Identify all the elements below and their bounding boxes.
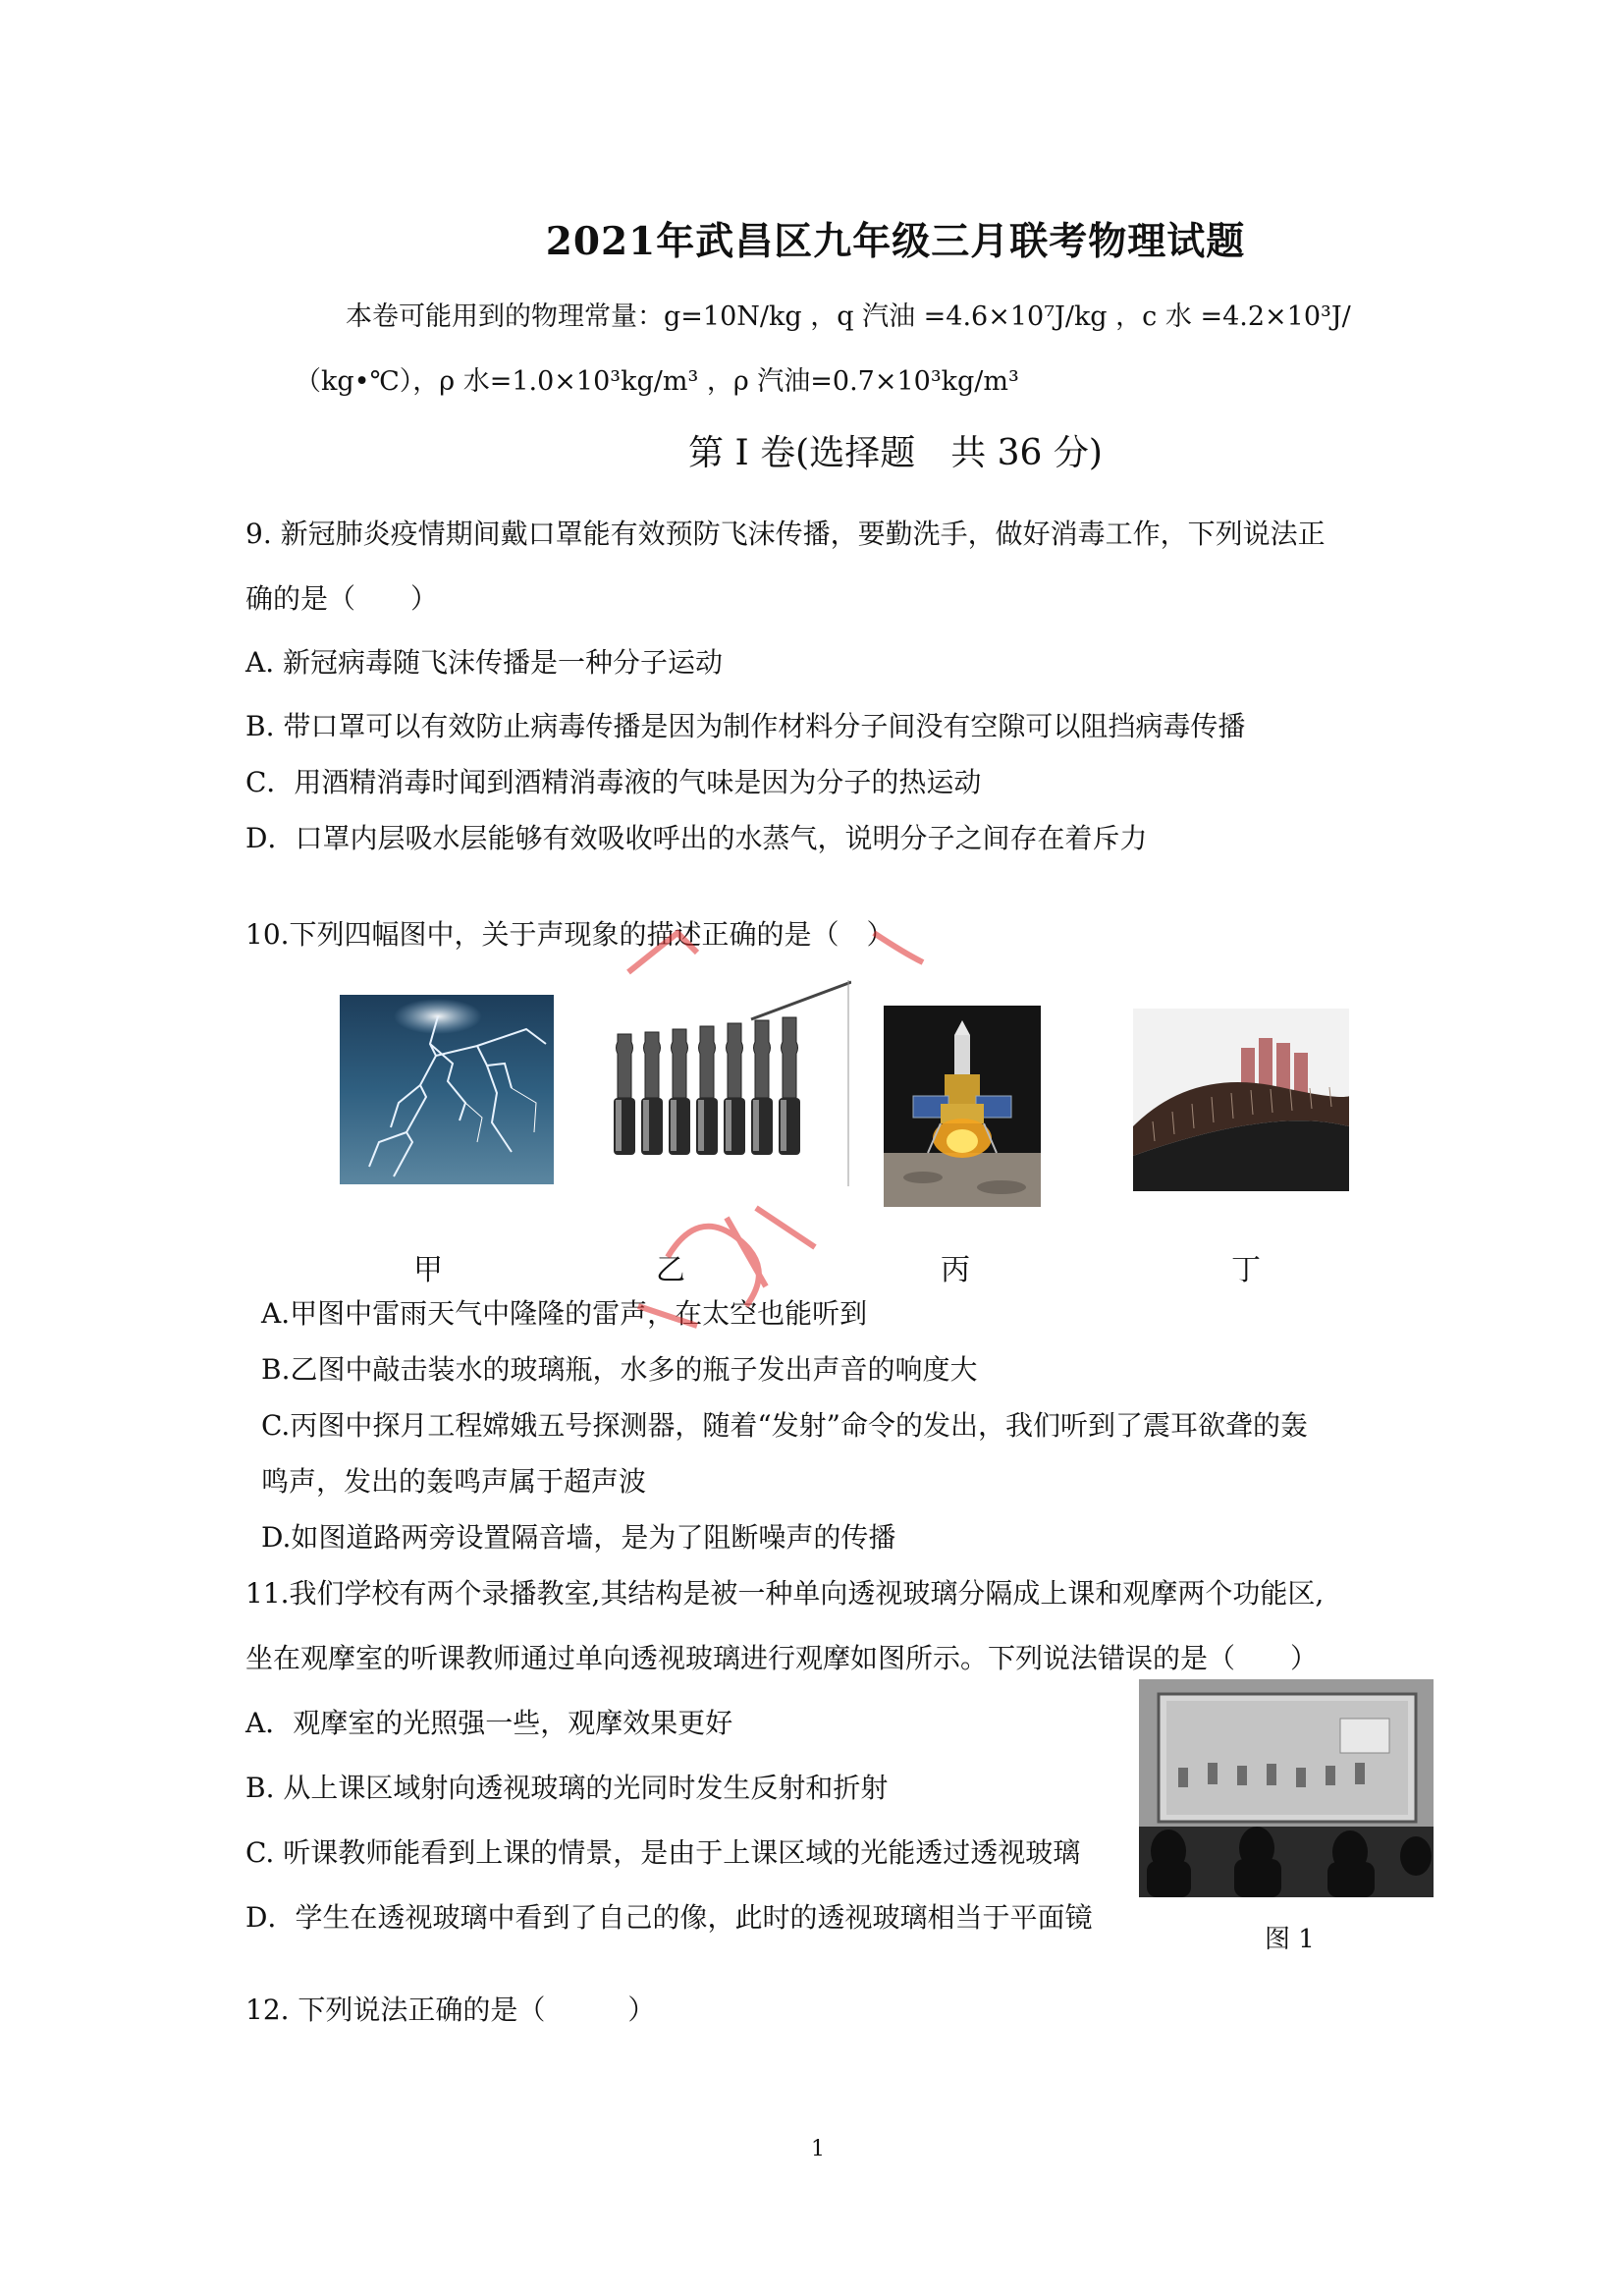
- q9-option-a: A. 新冠病毒随飞沫传播是一种分子运动: [245, 646, 724, 679]
- q9-option-c: C．用酒精消毒时闻到酒精消毒液的气味是因为分子的热运动: [245, 766, 982, 798]
- observation-room-image: [1139, 1679, 1434, 1897]
- q9-option-b: B. 带口罩可以有效防止病毒传播是因为制作材料分子间没有空隙可以阻挡病毒传播: [245, 710, 1246, 742]
- q10-option-a: A.甲图中雷雨天气中隆隆的雷声，在太空也能听到: [261, 1297, 868, 1330]
- figure-1-caption: 图 1: [1265, 1925, 1315, 1954]
- bottles-image: [606, 980, 851, 1186]
- q11-stem-line-1: 11.我们学校有两个录播教室,其结构是被一种单向透视玻璃分隔成上课和观摩两个功能区,: [245, 1577, 1325, 1610]
- caption-yi: 乙: [656, 1253, 685, 1287]
- q9-stem-line-1: 9. 新冠肺炎疫情期间戴口罩能有效预防飞沫传播，要勤洗手，做好消毒工作，下列说法正: [245, 518, 1326, 550]
- section-title: 第 I 卷(选择题 共 36 分): [688, 433, 1103, 473]
- q11-option-d: D．学生在透视玻璃中看到了自己的像，此时的透视玻璃相当于平面镜: [245, 1901, 1093, 1934]
- q9-stem-line-2: 确的是（ ）: [245, 582, 439, 615]
- constants-line-2: （kg•℃），ρ 水=1.0×10³kg/m³ ，ρ 汽油=0.7×10³kg/m³: [295, 366, 1019, 397]
- q10-option-d: D.如图道路两旁设置隔音墙，是为了阻断噪声的传播: [261, 1521, 896, 1554]
- lightning-image: [340, 995, 554, 1184]
- caption-jia: 甲: [413, 1253, 443, 1287]
- q10-option-c-cont: 鸣声，发出的轰鸣声属于超声波: [261, 1465, 647, 1498]
- q9-option-d: D．口罩内层吸水层能够有效吸收呼出的水蒸气，说明分子之间存在着斥力: [245, 822, 1148, 854]
- page-number: 1: [811, 2137, 825, 2161]
- caption-bing: 丙: [941, 1253, 970, 1287]
- q11-stem-line-2: 坐在观摩室的听课教师通过单向透视玻璃进行观摩如图所示。下列说法错误的是（ ）: [245, 1642, 1319, 1674]
- q10-option-c: C.丙图中探月工程嫦娥五号探测器，随着“发射”命令的发出，我们听到了震耳欲聋的轰: [261, 1409, 1308, 1442]
- q11-option-c: C. 听课教师能看到上课的情景，是由于上课区域的光能透过透视玻璃: [245, 1836, 1081, 1869]
- lunar-probe-image: [884, 1006, 1041, 1207]
- q11-option-a: A．观摩室的光照强一些，观摩效果更好: [245, 1707, 733, 1739]
- constants-line-1: 本卷可能用到的物理常量：g=10N/kg ，q 汽油 =4.6×10⁷J/kg ，c 水 =4.2×10³J/: [346, 301, 1351, 332]
- q10-stem: 10.下列四幅图中，关于声现象的描述正确的是（ ）: [245, 918, 894, 951]
- q12-stem: 12. 下列说法正确的是（ ）: [245, 1994, 656, 2026]
- sound-barrier-image: [1133, 1009, 1349, 1191]
- q10-option-b: B.乙图中敲击装水的玻璃瓶，水多的瓶子发出声音的响度大: [261, 1353, 978, 1386]
- caption-ding: 丁: [1231, 1253, 1261, 1287]
- q11-option-b: B. 从上课区域射向透视玻璃的光同时发生反射和折射: [245, 1772, 889, 1804]
- page-title: 2021年武昌区九年级三月联考物理试题: [545, 219, 1246, 264]
